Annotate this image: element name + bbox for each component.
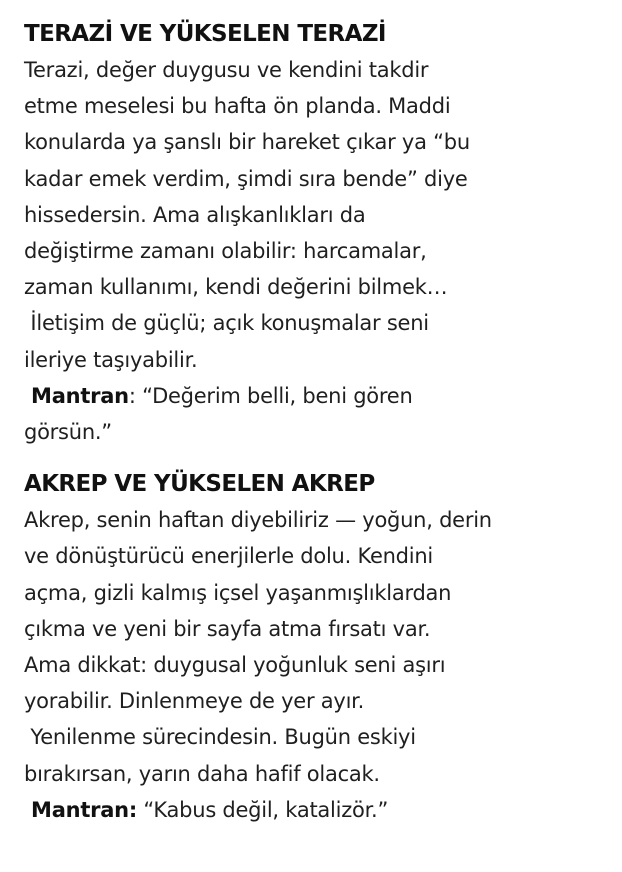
text-line: zaman kullanımı, kendi değerini bilmek… bbox=[24, 275, 448, 300]
text-line: Yenilenme sürecindesin. Bugün eskiyi bbox=[24, 725, 416, 750]
text-line: Ama dikkat: duygusal yoğunluk seni aşırı bbox=[24, 653, 446, 678]
mantra-line bbox=[24, 792, 614, 828]
section-heading: TERAZİ VE YÜKSELEN TERAZİ bbox=[24, 21, 386, 47]
mantra-label: Mantran: bbox=[24, 797, 137, 822]
text-line: değiştirme zamanı olabilir: harcamalar, bbox=[24, 239, 427, 264]
text-line: çıkma ve yeni bir sayfa atma fırsatı var. bbox=[24, 616, 431, 641]
text-line: yorabilir. Dinlenmeye de yer ayır. bbox=[24, 689, 365, 714]
mantra-text: “Kabus değil, katalizör.” bbox=[137, 797, 389, 822]
text-line: ileriye taşıyabilir. bbox=[24, 347, 198, 372]
mantra-label: Mantran bbox=[24, 383, 129, 408]
section-text bbox=[24, 52, 614, 450]
text-line: etme meselesi bu hafta ön planda. Maddi bbox=[24, 94, 451, 119]
mantra-text: : “Değerim belli, beni gören bbox=[128, 383, 413, 408]
text-line: kadar emek verdim, şimdi sıra bende” diye bbox=[24, 166, 468, 191]
text-line: Akrep, senin haftan diyebiliriz — yoğun, derin bbox=[24, 508, 492, 533]
section-heading: AKREP VE YÜKSELEN AKREP bbox=[24, 471, 375, 498]
article-body bbox=[24, 18, 614, 828]
section-scorpio bbox=[24, 468, 614, 828]
text-line: bırakırsan, yarın daha hafif olacak. bbox=[24, 761, 380, 786]
section-text bbox=[24, 502, 614, 828]
text-line: İletişim de güçlü; açık konuşmalar seni bbox=[24, 311, 429, 336]
text-line: konularda ya şanslı bir hareket çıkar ya “bu bbox=[24, 130, 470, 155]
text-line: Terazi, değer duygusu ve kendini takdir bbox=[24, 58, 429, 82]
section-libra bbox=[24, 18, 614, 450]
text-line: ve dönüştürücü enerjilerle dolu. Kendini bbox=[24, 544, 433, 569]
mantra-line-continued: görsün.” bbox=[24, 420, 112, 445]
mantra-line bbox=[24, 378, 614, 414]
text-line: hissedersin. Ama alışkanlıkları da bbox=[24, 202, 366, 227]
text-line: açma, gizli kalmış içsel yaşanmışlıklardan bbox=[24, 580, 452, 605]
